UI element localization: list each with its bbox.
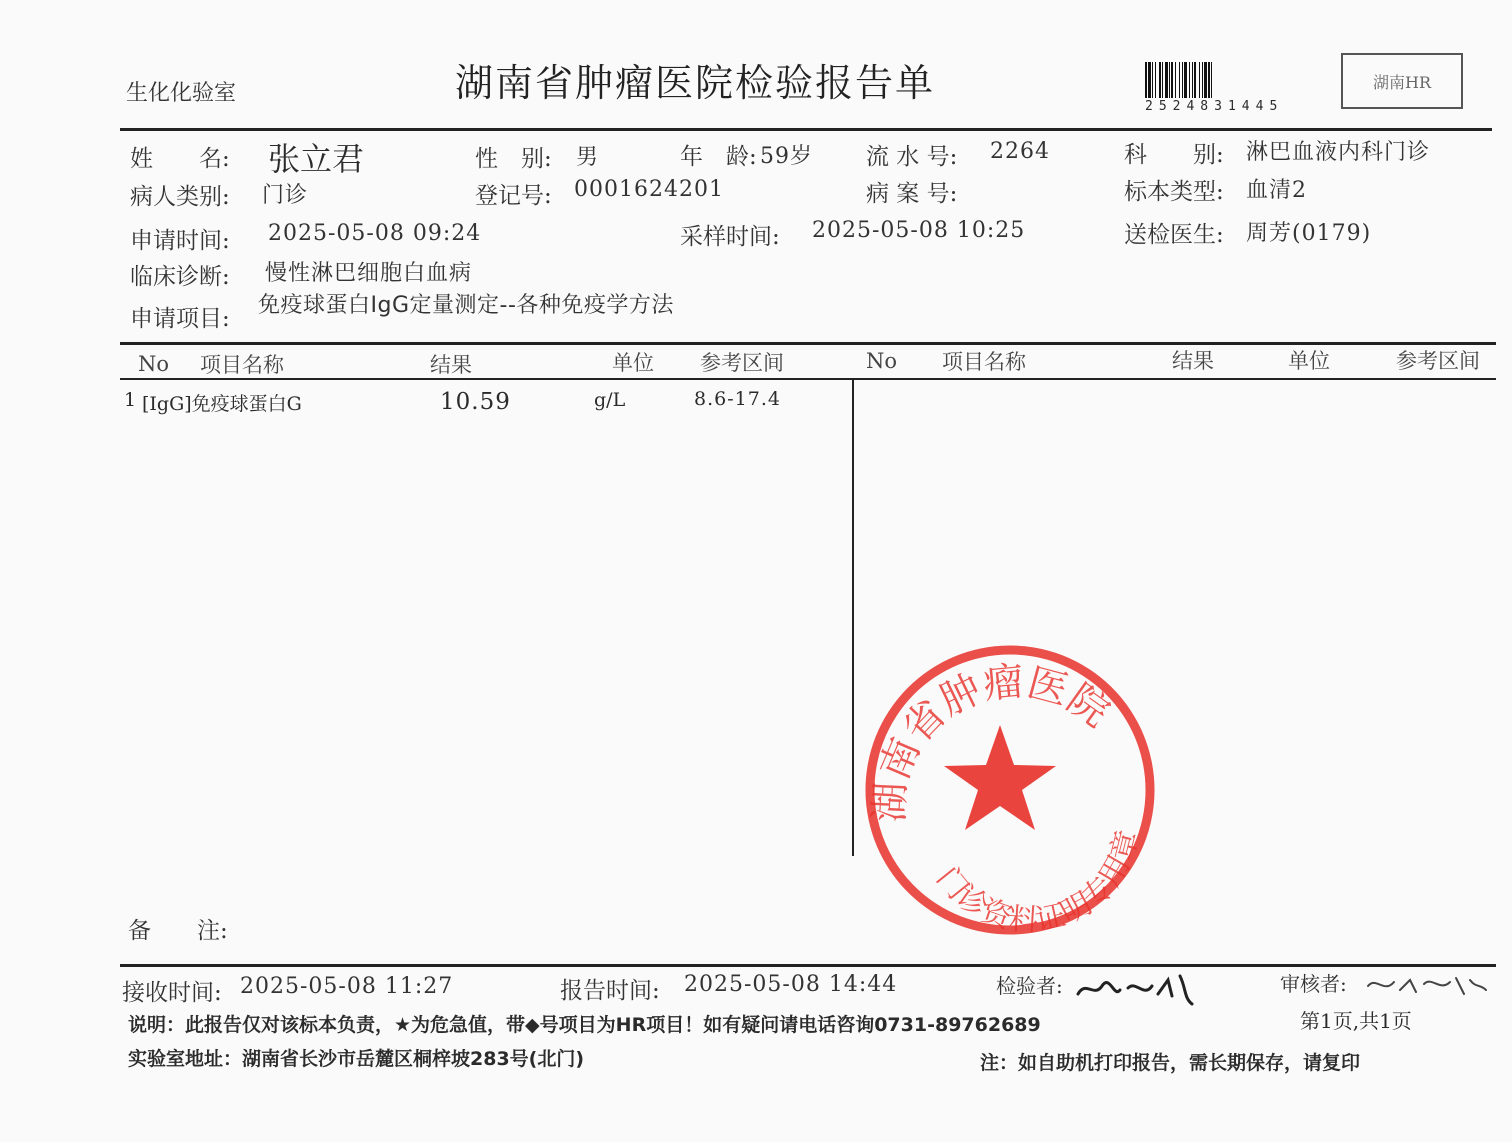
dept-value: 淋巴血液内科门诊 [1246, 140, 1431, 165]
request-time-value: 2025-05-08 09:24 [268, 221, 482, 246]
seal-star-icon [944, 725, 1056, 830]
note-text: 此报告仅对该标本负责，★为危急值，带◆号项目为HR项目！如有疑问请电话咨询 [185, 1014, 875, 1036]
page-count: 第1页,共1页 [1300, 1009, 1412, 1033]
col-unit: 单位 [612, 351, 654, 375]
col-ref-right: 参考区间 [1396, 349, 1480, 373]
table-header-rule [120, 378, 1496, 380]
dept-label: 科 别: [1124, 142, 1224, 168]
sample-time-value: 2025-05-08 10:25 [812, 218, 1026, 243]
header-rule [120, 128, 1492, 131]
svg-text:门诊资料证明专用章 [926, 820, 1162, 950]
tester-label: 检验者: [996, 974, 1063, 998]
sex-label: 性 别: [475, 146, 552, 172]
address-label: 实验室地址： [128, 1048, 243, 1070]
age-label: 年 龄: [680, 144, 757, 170]
item-label: 申请项目: [130, 306, 230, 332]
name-label: 姓 名: [130, 146, 230, 172]
diagnosis-value: 慢性淋巴细胞白血病 [265, 261, 473, 286]
age-value: 59岁 [760, 144, 813, 169]
remarks-label: 备 注: [128, 918, 228, 944]
serial-label: 流 水 号: [866, 144, 958, 170]
phone-number: 0731-89762689 [874, 1014, 1041, 1036]
col-no-right: No [866, 349, 898, 373]
tester-signature [1072, 968, 1200, 1008]
reg-value: 0001624201 [574, 177, 724, 202]
report-time: 2025-05-08 14:44 [684, 972, 898, 997]
sample-time-label: 采样时间: [680, 224, 780, 250]
sex-value: 男 [576, 145, 600, 170]
report-title: 湖南省肿瘤医院检验报告单 [455, 61, 936, 105]
request-time-label: 申请时间: [130, 228, 230, 254]
row-unit: g/L [594, 389, 626, 411]
reprint-note: 注：如自助机打印报告，需长期保存，请复印 [980, 1052, 1361, 1074]
serial-value: 2264 [990, 139, 1050, 164]
row-no: 1 [124, 389, 137, 411]
address-value: 湖南省长沙市岳麓区桐梓坡283号(北门) [242, 1048, 585, 1070]
report-label: 报告时间: [560, 978, 660, 1004]
col-result: 结果 [430, 353, 472, 377]
col-no: No [138, 352, 170, 376]
item-value: 免疫球蛋白IgG定量测定--各种免疫学方法 [258, 293, 674, 318]
hospital-seal [850, 630, 1170, 950]
hr-box: 湖南HR [1341, 53, 1463, 109]
col-name: 项目名称 [200, 353, 284, 377]
doctor-value: 周芳(0179) [1246, 221, 1372, 246]
address-line [128, 1044, 584, 1071]
col-unit-right: 单位 [1288, 349, 1330, 373]
seal-top-text: 湖南省肿瘤医院 [866, 658, 1118, 824]
row-ref: 8.6-17.4 [694, 388, 781, 410]
specimen-value: 血清2 [1246, 178, 1307, 203]
case-label: 病 案 号: [866, 181, 958, 207]
note-line [128, 1010, 1041, 1037]
col-result-right: 结果 [1172, 349, 1214, 373]
note-prefix: 说明： [128, 1014, 186, 1036]
reviewer-label: 审核者: [1280, 972, 1347, 996]
col-ref: 参考区间 [700, 351, 784, 375]
type-label: 病人类别: [130, 184, 230, 210]
seal-bottom-text: 门诊资料证明专用章 [929, 826, 1146, 939]
lab-name: 生化化验室 [126, 81, 237, 106]
row-result: 10.59 [440, 389, 511, 415]
doctor-label: 送检医生: [1124, 222, 1224, 248]
receive-time: 2025-05-08 11:27 [240, 974, 454, 999]
specimen-label: 标本类型: [1124, 179, 1224, 205]
footer-rule [120, 964, 1496, 967]
barcode [1145, 62, 1310, 98]
patient-name: 张立君 [268, 140, 365, 178]
diagnosis-label: 临床诊断: [130, 264, 230, 290]
receive-label: 接收时间: [122, 980, 222, 1006]
col-name-right: 项目名称 [942, 350, 1026, 374]
reviewer-signature [1360, 966, 1490, 1002]
barcode-number: 2524831445 [1145, 99, 1284, 114]
row-name: [IgG]免疫球蛋白G [142, 393, 302, 415]
type-value: 门诊 [262, 183, 309, 208]
reg-label: 登记号: [475, 183, 552, 209]
